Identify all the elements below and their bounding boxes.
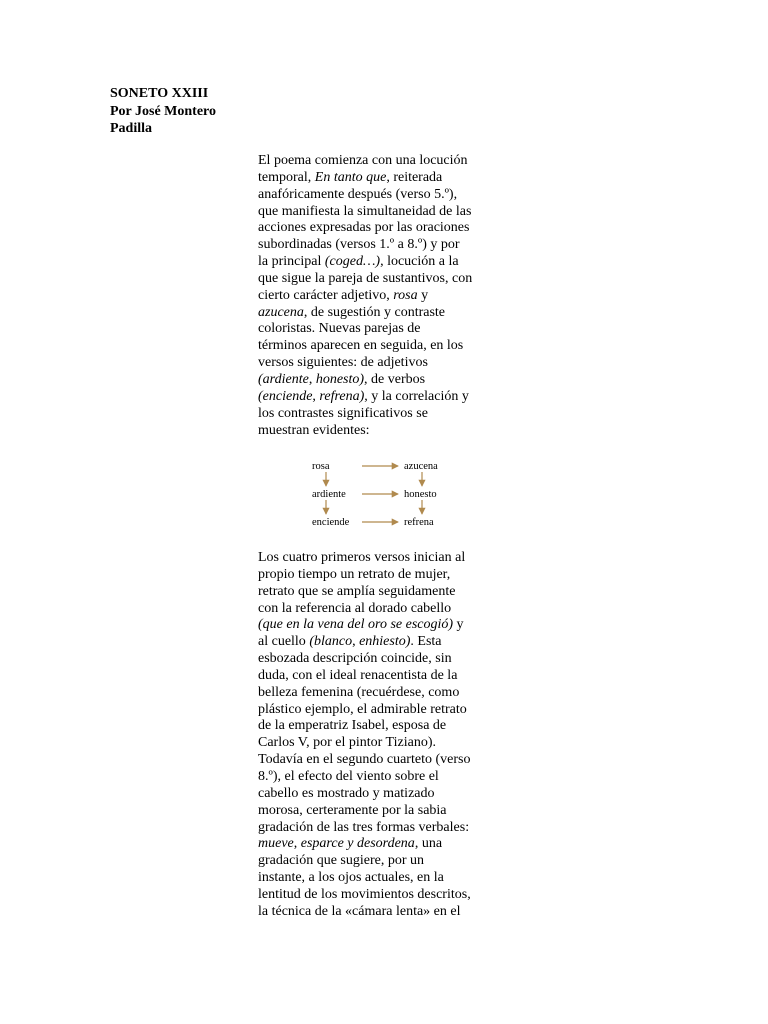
text-line: 8.º), el efecto del viento sobre el — [258, 768, 439, 784]
text-line: muestran evidentes: — [258, 422, 370, 438]
italic-quote: (que en la vena del oro se escogió) — [258, 617, 454, 633]
text-line: cabello es mostrado y matizado — [258, 785, 435, 801]
italic-term: (blanco — [309, 634, 353, 650]
text-line: Todavía en el segundo cuarteto (verso — [258, 752, 471, 768]
text-line — [258, 254, 498, 271]
text-line: los contrastes significativos se — [258, 405, 428, 421]
text-span: y — [453, 617, 464, 633]
text-span: , de sugestión y contraste — [303, 304, 446, 320]
text-span: temporal, — [258, 169, 315, 185]
text-line: Carlos V, por el pintor Tiziano). — [258, 735, 436, 751]
poem-title: SONETO XXIII — [110, 86, 209, 101]
paragraph-2 — [258, 550, 498, 921]
text-line — [258, 617, 498, 634]
text-line: de la emperatriz Isabel, esposa de — [258, 718, 447, 734]
text-line — [258, 170, 498, 187]
correlation-diagram — [300, 455, 460, 530]
text-line: la técnica de la «cámara lenta» en el — [258, 903, 461, 919]
italic-term: esparce y desordena — [300, 836, 415, 852]
text-span: cierto carácter adjetivo, — [258, 287, 394, 303]
text-line — [258, 288, 498, 305]
text-line — [258, 372, 498, 389]
text-span: . Esta — [410, 634, 442, 650]
text-line: subordinadas (versos 1.º a 8.º) y por — [258, 237, 460, 253]
text-line: términos aparecen en seguida, en los — [258, 338, 464, 354]
text-line: coloristas. Nuevas parejas de — [258, 321, 421, 337]
author-line-continued: Padilla — [110, 121, 153, 136]
italic-term: (coged…) — [324, 254, 381, 270]
italic-term: refrena) — [319, 388, 365, 404]
text-span: , — [312, 388, 320, 404]
text-line: que sigue la pareja de sustantivos, con — [258, 270, 473, 286]
italic-term: En tanto que — [314, 169, 387, 185]
text-line: plástico ejemplo, el admirable retrato — [258, 701, 467, 717]
correlation-diagram-svg — [300, 455, 460, 530]
text-line: Los cuatro primeros versos inician al — [258, 550, 466, 565]
italic-term: (ardiente — [258, 371, 309, 387]
text-span: , — [308, 371, 316, 387]
text-line: acciones expresadas por las oraciones — [258, 220, 470, 236]
text-line: esbozada descripción coincide, sin — [258, 651, 452, 667]
text-line: propio tiempo un retrato de mujer, — [258, 566, 451, 582]
text-line: anafóricamente después (verso 5.º), — [258, 186, 458, 202]
text-line — [258, 836, 498, 853]
text-line — [258, 305, 498, 322]
italic-term: honesto) — [315, 371, 365, 387]
text-span: , — [293, 836, 301, 852]
diagram-label-enciende: enciende — [312, 517, 350, 528]
text-line — [258, 389, 498, 406]
diagram-label-azucena: azucena — [404, 461, 438, 472]
text-line: El poema comienza con una locución — [258, 153, 468, 168]
italic-term: (enciende — [258, 388, 313, 404]
document-header — [110, 85, 216, 138]
diagram-label-refrena: refrena — [404, 517, 434, 528]
text-span: , una — [414, 836, 443, 852]
text-line: que manifiesta la simultaneidad de las — [258, 203, 472, 219]
text-line: versos siguientes: de adjetivos — [258, 355, 428, 371]
italic-term: enhiesto) — [359, 634, 411, 650]
author-line: Por José Montero — [110, 103, 217, 119]
text-line: belleza femenina (recuérdese, como — [258, 684, 460, 700]
text-span: al cuello — [258, 634, 310, 650]
diagram-label-ardiente: ardiente — [312, 489, 346, 500]
diagram-label-honesto: honesto — [404, 489, 437, 500]
text-line: lentitud de los movimientos descritos, — [258, 886, 471, 902]
text-span: , reiterada — [386, 169, 443, 185]
italic-term: rosa — [393, 287, 418, 303]
text-span: la principal — [258, 254, 325, 270]
text-line: morosa, certeramente por la sabia — [258, 802, 447, 818]
text-span: y — [417, 287, 429, 303]
italic-term: mueve — [258, 836, 294, 852]
text-line: instante, a los ojos actuales, en la — [258, 870, 444, 886]
text-span: , locución a la — [380, 254, 459, 270]
text-span: , y la correlación y — [364, 388, 469, 404]
text-line — [258, 634, 498, 651]
text-line: gradación de las tres formas verbales: — [258, 819, 470, 835]
paragraph-1 — [258, 153, 498, 439]
text-line: gradación que sugiere, por un — [258, 853, 424, 869]
diagram-label-rosa: rosa — [312, 461, 330, 472]
italic-term: azucena — [258, 304, 304, 320]
text-line: retrato que se amplía seguidamente — [258, 583, 456, 599]
text-line: duda, con el ideal renacentista de la — [258, 667, 458, 683]
text-line: con la referencia al dorado cabello — [258, 600, 452, 616]
text-span: , — [352, 634, 360, 650]
text-span: , de verbos — [364, 371, 426, 387]
